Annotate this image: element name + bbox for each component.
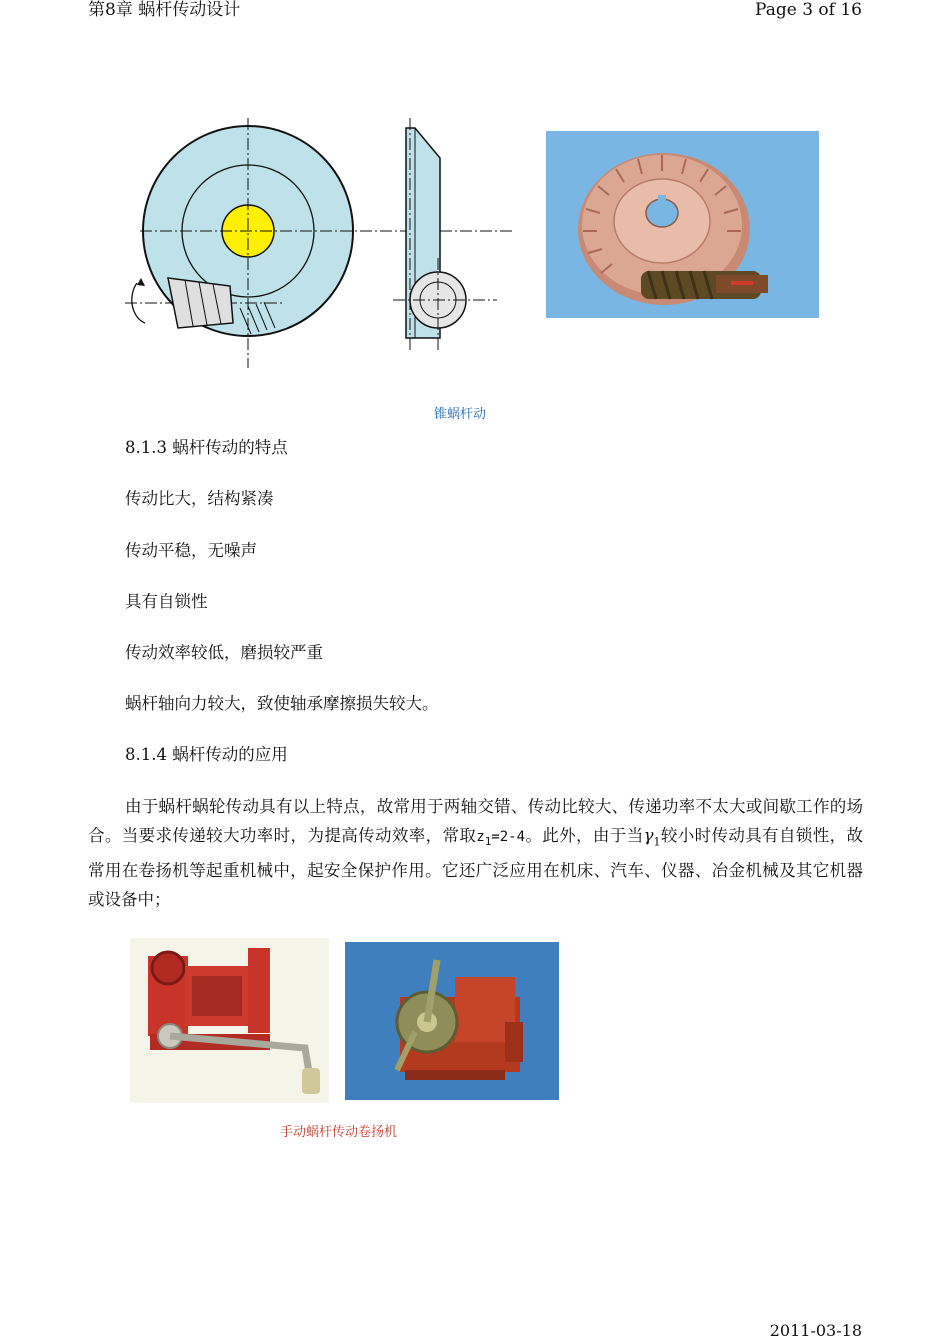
figure-caption: 锥蜗杆动	[434, 407, 487, 422]
hand-winch-photo-left	[130, 938, 329, 1103]
page-number: Page 3 of 16	[755, 0, 862, 20]
hand-winch-photo-right	[345, 942, 559, 1100]
page-date: 2011-03-18	[769, 1321, 862, 1340]
list-item: 蜗杆轴向力较大，致使轴承摩擦损失较大。	[125, 694, 439, 713]
list-item: 传动平稳，无噪声	[125, 541, 257, 560]
list-item: 传动比大，结构紧凑	[125, 489, 274, 508]
worm-gear-drawing	[115, 118, 525, 373]
application-paragraph: 由于蜗杆蜗轮传动具有以上特点，故常用于两轴交错、传动比较大、传递功率不太大或间歇工作的场合。当要求传递较大功率时，为提高传动效率，常取$z_1=2-4$。此外，由于当$\gamma_1$较小时传动具有自锁性，故常用在卷扬机等起重机械中，起安全保护作用。它还广泛应用在机床、汽车、仪器、冶金机械及其它机器或设备中；	[88, 797, 864, 910]
list-item: 具有自锁性	[125, 592, 208, 611]
chapter-title: 第8章 蜗杆传动设计	[88, 0, 241, 20]
list-item: 传动效率较低，磨损较严重	[125, 643, 323, 662]
section-heading: 8.1.4 蜗杆传动的应用	[125, 745, 288, 764]
worm-gear-render	[546, 131, 819, 318]
section-heading: 8.1.3 蜗杆传动的特点	[125, 438, 288, 457]
figure-caption: 手动蜗杆传动卷扬机	[280, 1125, 398, 1140]
